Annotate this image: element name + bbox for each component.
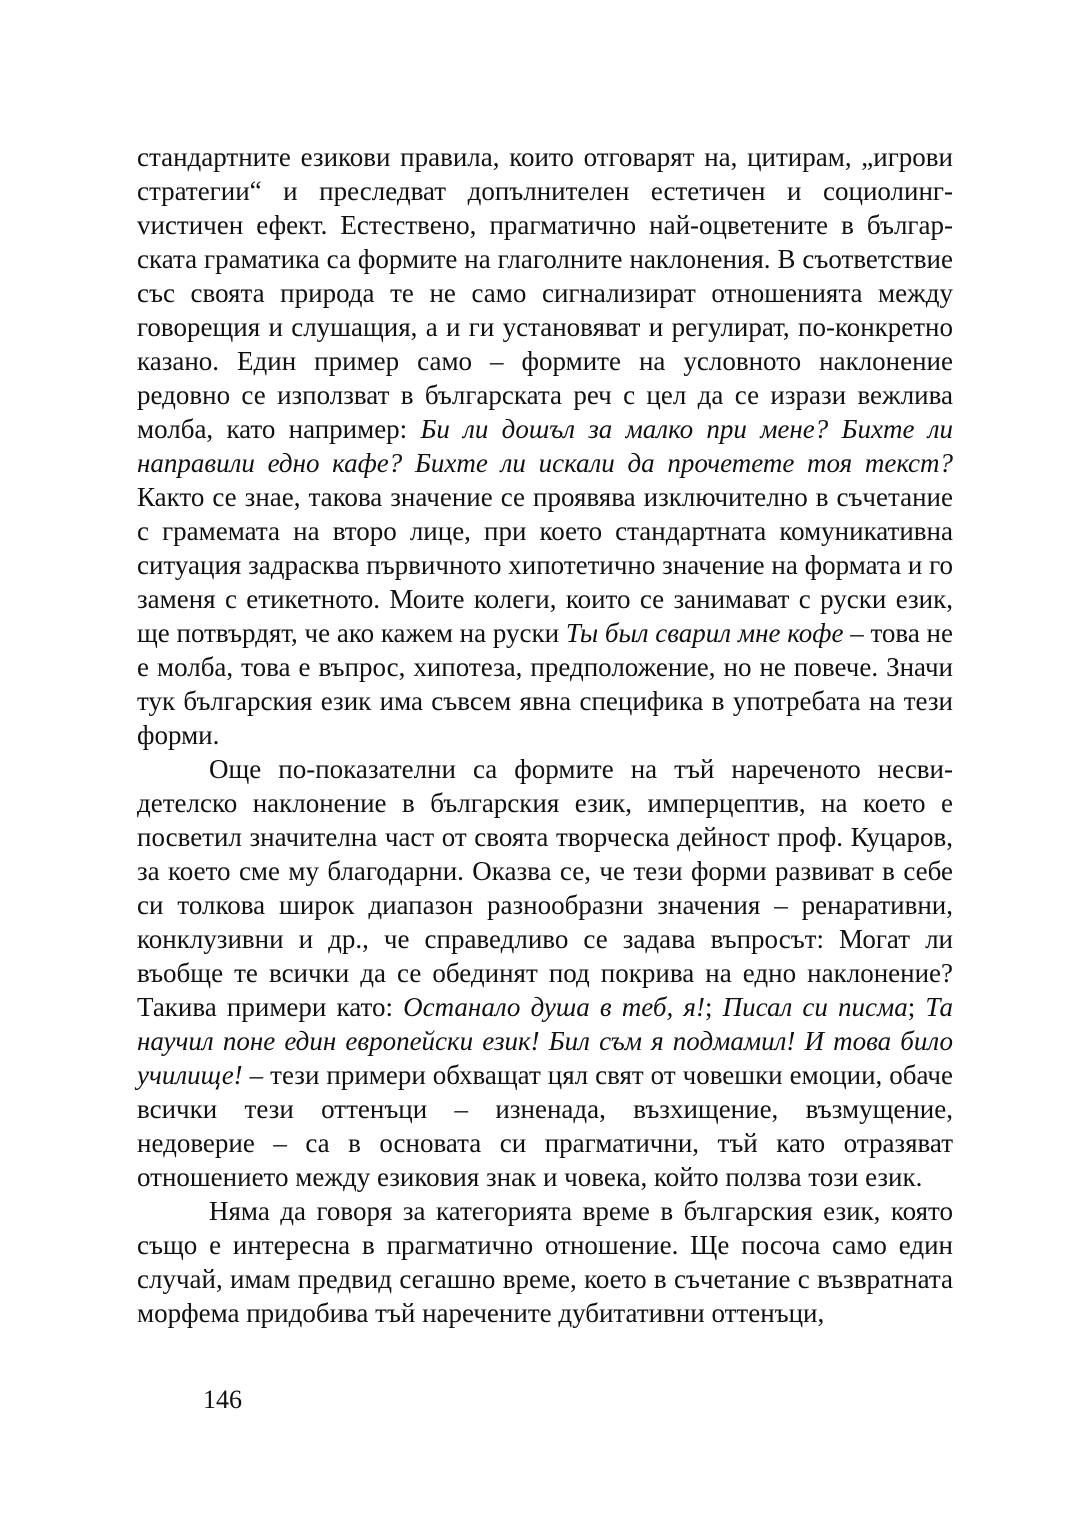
italic-example: Ты был сварил мне кофе xyxy=(565,618,844,648)
italic-example: Писал си писма xyxy=(722,992,908,1022)
text-segment: – тези примери обхващат цял свят от човешки емоции, обаче всички тези оттенъци – изненада, възхищение, възмущение, недоверие – са в основата си прагматични, тъй като отразяват отношението между езиковия знак и човека, който ползва този език. xyxy=(137,1060,953,1192)
text-segment: Още по-показателни са формите на тъй нареченото несвидетелско наклонение в българския език, имперцептив, на което е посветил значителна част от своята творческа дейност проф. Куцаров, за което сме му благодарни. Оказва се, че тези форми развиват в себе си толкова широк диапазон разнообразни значения – ренаративни, конклузивни и др., че справедливо се задава въпросът: Могат ли въобще те всички да се обединят под покрива на едно наклонение? Такива примери като: xyxy=(137,754,953,1022)
text-segment: стандартните езикови правила, които отговарят на, цитирам, „игрови стратегии“ и преследват допълнителен естетичен и социолингvистичен ефект. Естествено, прагматично най-оцветените в българската граматика са формите на глаголните наклонения. В съответствие със своята природа те не само сигнализират отношенията между говорещия и слушащия, а и ги установяват и регулират, по-конкретно казано. Един пример само – формите на условното наклонение редовно се използват в българската реч с цел да се изрази вежлива молба, като например: xyxy=(137,142,953,444)
text-segment: Както се знае, такова значение се проявява изключително в съчетание с грамемата на второ лице, при което стандартната комуникативна ситуация задрасква първичното хипотетично значение на формата и го заменя с етикетното. Моите колеги, които се занимават с руски език, ще потвърдят, че ако кажем на руски xyxy=(137,482,953,648)
text-segment: Няма да говоря за категорията време в българския език, която също е интересна в прагматично отношение. Ще посоча само един случай, имам предвид сегашно време, което в съчетание с възвратната морфема придобива тъй наречените дубитативни оттенъци, xyxy=(137,1196,953,1328)
paragraph-2 xyxy=(137,752,953,1194)
italic-example: Би ли дошъл за малко при мене? Бихте ли направили едно кафе? Бихте ли искали да прочетете тоя текст? xyxy=(137,414,953,478)
page-number: 146 xyxy=(203,1385,242,1414)
paragraph-3 xyxy=(137,1194,953,1330)
paragraph-1 xyxy=(137,140,953,752)
page-body xyxy=(137,140,953,1330)
text-segment: ; xyxy=(907,992,926,1022)
text-segment: ; xyxy=(704,992,723,1022)
italic-example: Останало душа в теб, я! xyxy=(403,992,705,1022)
italic-example: Та научил поне един европейски език! Бил съм я подмамил! И това било училище! xyxy=(137,992,953,1090)
text-segment: – това не е молба, това е въпрос, хипотеза, предположение, но не повече. Значи тук българския език има съвсем явна специфика в употребата на тези форми. xyxy=(137,618,953,750)
